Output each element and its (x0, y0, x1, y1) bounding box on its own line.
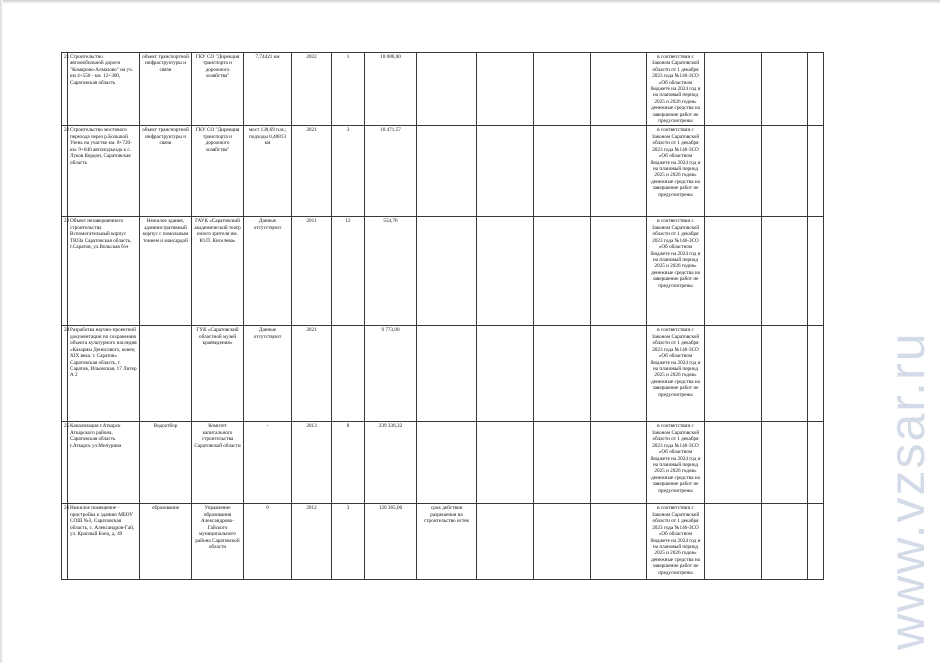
object-name: Строительство автомобильной дороги "Комарово-Алмазово" на уч. км 4+550 - км. 12+300, Саратовская область (68, 53, 140, 126)
table-row (62, 53, 824, 126)
balance-holder: ГКУ СО "Дирекция транспорта и дорожного хозяйства" (192, 126, 244, 217)
balance-holder: Комитет капитального строительства Саратовской области (192, 422, 244, 504)
row-number: 26 (62, 504, 68, 580)
empty-cell (534, 326, 591, 422)
balance-holder: Управление образования Александрово-Гайского муниципального района Саратовской области (192, 504, 244, 580)
object-type: Водоотбор (140, 422, 192, 504)
object-type: объект транспортной инфраструктуры и связи (140, 126, 192, 217)
object-parameters: 0 (244, 504, 292, 580)
law-reference: в соответствии с Законом Саратовской области от 1 декабря 2023 года №146-ЗСО «Об областном бюджете на 2024 год и на плановый период 2025 и 2026 годов» денежные средства на завершение работ не предусмотрены (647, 504, 705, 580)
empty-cell (477, 126, 534, 217)
empty-cell (808, 422, 824, 504)
scan-edge-top (0, 0, 940, 4)
object-name: Объект незавершенного строительства Вспомогательный корпус ТЮЗа Саратовская область, г.Саратов, ул.Вольская б/н (68, 217, 140, 326)
start-year: 2012 (292, 504, 332, 580)
row-number: 21 (62, 53, 68, 126)
empty-cell (762, 217, 808, 326)
start-year: 2021 (292, 326, 332, 422)
empty-cell (591, 504, 647, 580)
empty-cell (591, 326, 647, 422)
cost-value: 9 773,00 (365, 326, 417, 422)
row-number: 25 (62, 422, 68, 504)
table-row (62, 504, 824, 580)
object-type: образование (140, 504, 192, 580)
duration-value: 1 (332, 53, 365, 126)
object-name: Разработка научно-проектной документации по сохранению объекта культурного наследия «Казармы Денисового, конец XIX века. г. Саратов» Саратовская область, г. Саратов, Ильинская, 17 Литер А 2 (68, 326, 140, 422)
empty-cell (808, 217, 824, 326)
row-number: 23 (62, 217, 68, 326)
permit-status (417, 217, 477, 326)
balance-holder: ГУК «Саратовский областной музей краеведения» (192, 326, 244, 422)
table-row (62, 217, 824, 326)
empty-cell (534, 126, 591, 217)
empty-cell (534, 422, 591, 504)
start-year: 2021 (292, 126, 332, 217)
table-row (62, 422, 824, 504)
empty-cell (705, 53, 762, 126)
permit-status (417, 126, 477, 217)
object-name: Строительство мостового перехода через р.Большой Узень на участке км. 8+720-км. 9+040 автоподъезда к с. Луков Кордон, Саратовская область (68, 126, 140, 217)
empty-cell (477, 422, 534, 504)
duration-value: 12 (332, 217, 365, 326)
duration-value: 8 (332, 422, 365, 504)
object-parameters: Данные отсутствуют (244, 326, 292, 422)
object-name: Канализация г.Аткарск Аткарского района, Саратовская область г.Аткарск ул.Мичурина (68, 422, 140, 504)
object-type: Нежилое здание, административный корпус с помольным тоннем и мансардой (140, 217, 192, 326)
empty-cell (591, 53, 647, 126)
law-reference: в соответствии с Законом Саратовской области от 1 декабря 2023 года №146-ЗСО «Об областном бюджете на 2024 год и на плановый период 2025 и 2026 годов» денежные средства на завершение работ не предусмотрены (647, 126, 705, 217)
duration-value: 3 (332, 126, 365, 217)
object-parameters: - (244, 422, 292, 504)
empty-cell (534, 504, 591, 580)
scan-edge-left (0, 0, 3, 663)
empty-cell (705, 504, 762, 580)
empty-cell (762, 53, 808, 126)
empty-cell (705, 126, 762, 217)
permit-status (417, 326, 477, 422)
permit-status (417, 53, 477, 126)
empty-cell (705, 217, 762, 326)
empty-cell (477, 326, 534, 422)
balance-holder: ГКУ СО "Дирекция транспорта и дорожного хозяйства" (192, 53, 244, 126)
start-year: 2013 (292, 422, 332, 504)
law-reference: в соответствии с Законом Саратовской области от 1 декабря 2023 года №146-ЗСО «Об областном бюджете на 2024 год и на плановый период 2025 и 2026 годов» денежные средства на завершение работ не предусмотрены (647, 217, 705, 326)
object-parameters: Данные отсутствуют (244, 217, 292, 326)
start-year: 2011 (292, 217, 332, 326)
empty-cell (762, 126, 808, 217)
empty-cell (762, 504, 808, 580)
empty-cell (534, 53, 591, 126)
object-type (140, 326, 192, 422)
construction-objects-table (61, 52, 824, 580)
cost-value: 120 365,00 (365, 504, 417, 580)
law-reference: в соответствии с Законом Саратовской области от 1 декабря 2023 года №146-ЗСО «Об областном бюджете на 2024 год и на плановый период 2025 и 2026 годов» денежные средства на завершение работ не предусмотрены (647, 53, 705, 126)
table-row (62, 326, 824, 422)
cost-value: 10 471,57 (365, 126, 417, 217)
empty-cell (705, 326, 762, 422)
start-year: 2022 (292, 53, 332, 126)
empty-cell (591, 217, 647, 326)
empty-cell (808, 53, 824, 126)
law-reference: в соответствии с Законом Саратовской области от 1 декабря 2023 года №146-ЗСО «Об областном бюджете на 2024 год и на плановый период 2025 и 2026 годов» денежные средства на завершение работ не предусмотрены (647, 326, 705, 422)
empty-cell (591, 126, 647, 217)
empty-cell (808, 326, 824, 422)
empty-cell (762, 326, 808, 422)
empty-cell (705, 422, 762, 504)
permit-status (417, 422, 477, 504)
permit-status: срок действия разрешения на строительство истек (417, 504, 477, 580)
law-reference: в соответствии с Законом Саратовской области от 1 декабря 2023 года №146-ЗСО «Об областном бюджете на 2024 год и на плановый период 2025 и 2026 годов» денежные средства на завершение работ не предусмотрены (647, 422, 705, 504)
cost-value: 554,76 (365, 217, 417, 326)
empty-cell (534, 217, 591, 326)
empty-cell (808, 504, 824, 580)
empty-cell (477, 53, 534, 126)
cost-value: 239 336,32 (365, 422, 417, 504)
site-watermark: www.vzsar.ru (879, 331, 935, 650)
empty-cell (591, 422, 647, 504)
object-parameters: мост 138,69 п.м.; подходы 0,48813 км (244, 126, 292, 217)
row-number: 24 (62, 326, 68, 422)
table-row (62, 126, 824, 217)
object-type: объект транспортной инфраструктуры и связи (140, 53, 192, 126)
empty-cell (477, 217, 534, 326)
duration-value: 3 (332, 504, 365, 580)
object-name: Нежилое помещение - пристройка к зданию МБОУ СОШ №3, Саратовская область, с. Александров-Гай, ул. Красный Боец, д. 49 (68, 504, 140, 580)
cost-value: 10 080,00 (365, 53, 417, 126)
empty-cell (477, 504, 534, 580)
object-parameters: 7,74421 км (244, 53, 292, 126)
empty-cell (762, 422, 808, 504)
balance-holder: ГАУК «Саратовский академический театр юного зрителя им. Ю.П. Киселева» (192, 217, 244, 326)
empty-cell (808, 126, 824, 217)
duration-value (332, 326, 365, 422)
row-number: 22 (62, 126, 68, 217)
